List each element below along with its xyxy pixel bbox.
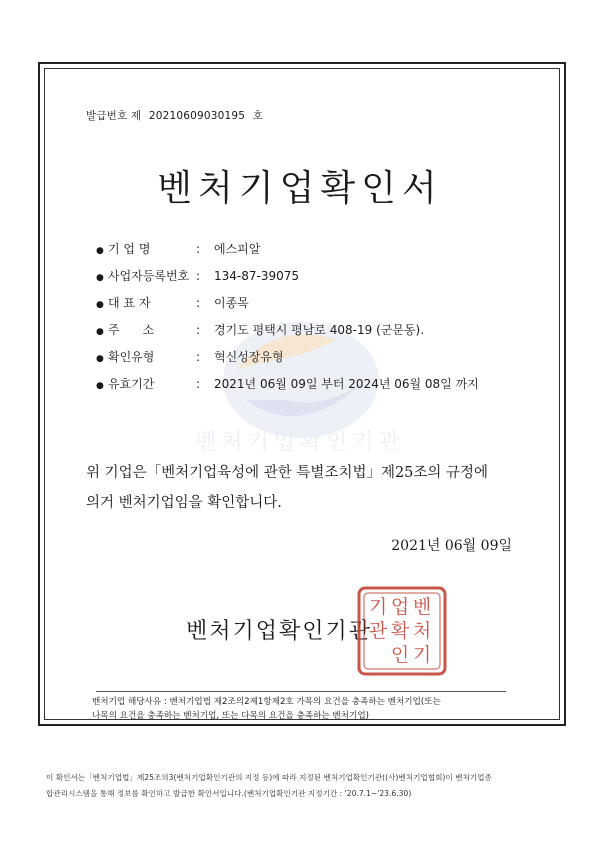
seal-glyph: 처 bbox=[412, 620, 432, 642]
bullet-icon: ● bbox=[96, 246, 104, 256]
field-type bbox=[96, 348, 284, 365]
issue-number bbox=[86, 108, 267, 123]
bullet-icon: ● bbox=[96, 354, 104, 364]
issue-number-value: 20210609030195 bbox=[148, 110, 246, 122]
footer-line-2: 합관리시스템을 통해 정보를 확인하고 발급한 확인서입니다.(벤처기업확인기관 지정기간 : '20.7.1~'23.6.30) bbox=[46, 789, 412, 798]
footer-line-1: 이 확인서는「벤처기업법」제25조의3(벤처기업확인기관의 지정 등)에 따라 지정된 벤처기업확인기관((사)벤처기업협회)이 벤처기업종 bbox=[46, 773, 492, 782]
field-label: 사업자등록번호 bbox=[108, 269, 190, 283]
seal-glyph: 기 bbox=[368, 596, 388, 618]
statement-line-2: 의거 벤처기업임을 확인합니다. bbox=[86, 495, 282, 511]
field-value: 에스피알 bbox=[214, 242, 261, 256]
bullet-icon: ● bbox=[96, 273, 104, 283]
field-value: 혁신성장유형 bbox=[214, 350, 284, 364]
field-value: 2021년 06월 09일 부터 2024년 06월 08일 까지 bbox=[214, 377, 479, 391]
bullet-icon: ● bbox=[96, 300, 104, 310]
issue-date: 2021년 06월 09일 bbox=[391, 538, 512, 554]
field-colon: : bbox=[196, 323, 201, 337]
field-label: 확인유형 bbox=[108, 350, 155, 364]
note-line-2: 나목의 요건을 충족하는 벤처기업, 또는 다목의 요건을 충족하는 벤처기업) bbox=[92, 711, 369, 721]
field-colon: : bbox=[196, 296, 201, 310]
statement-line-1: 위 기업은「벤처기업육성에 관한 특별조치법」제25조의 규정에 bbox=[86, 465, 489, 481]
field-value: 134-87-39075 bbox=[214, 269, 300, 283]
seal-glyph: 벤 bbox=[412, 596, 432, 618]
qualification-note bbox=[92, 695, 441, 723]
seal-glyph: 관 bbox=[368, 620, 388, 642]
field-label: 기 업 명 bbox=[108, 242, 151, 256]
field-address bbox=[96, 321, 424, 338]
field-colon: : bbox=[196, 242, 201, 256]
field-value: 이종목 bbox=[214, 296, 249, 310]
issue-number-label: 발급번호 제 bbox=[86, 110, 142, 122]
field-label: 주 소 bbox=[108, 323, 155, 337]
watermark-text: 벤처기업확인기관 bbox=[194, 430, 406, 455]
official-seal bbox=[356, 585, 448, 677]
issuer-name: 벤처기업확인기관 bbox=[186, 619, 373, 644]
bullet-icon: ● bbox=[96, 327, 104, 337]
field-representative bbox=[96, 294, 249, 311]
note-divider bbox=[96, 691, 506, 692]
field-colon: : bbox=[196, 269, 201, 283]
bullet-icon: ● bbox=[96, 381, 104, 391]
field-company bbox=[96, 240, 260, 257]
seal-glyph: 기 bbox=[412, 644, 432, 666]
field-business-number bbox=[96, 267, 299, 284]
field-colon: : bbox=[196, 350, 201, 364]
seal-glyph: 인 bbox=[390, 644, 410, 666]
field-label: 유효기간 bbox=[108, 377, 155, 391]
field-colon: : bbox=[196, 377, 201, 391]
certification-statement bbox=[86, 458, 536, 518]
footer-note bbox=[46, 770, 492, 802]
field-validity bbox=[96, 375, 479, 392]
document-title: 벤처기업확인서 bbox=[157, 168, 443, 209]
seal-glyph: 확 bbox=[390, 620, 410, 642]
issue-number-suffix: 호 bbox=[252, 110, 264, 122]
field-value: 경기도 평택시 평남로 408-19 (군문동). bbox=[214, 323, 425, 337]
seal-glyph: 업 bbox=[390, 596, 410, 618]
note-line-1: 벤처기업 해당사유 : 벤처기업법 제2조의2제1항제2호 가목의 요건을 충족하는 벤처기업(또는 bbox=[92, 697, 441, 707]
field-label: 대 표 자 bbox=[108, 296, 151, 310]
